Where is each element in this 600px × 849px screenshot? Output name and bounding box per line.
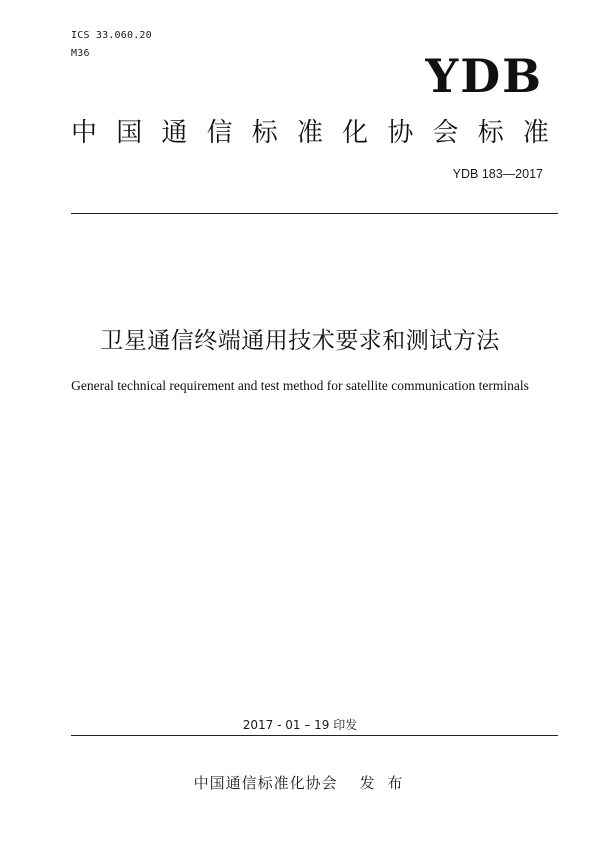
footer-divider: [71, 735, 558, 736]
publisher-line: [0, 773, 600, 793]
document-title-zh: 卫星通信终端通用技术要求和测试方法: [100, 328, 500, 354]
publisher-name: 中国通信标准化协会: [193, 774, 338, 792]
ydb-logo: YDB: [425, 49, 543, 103]
publish-label: 发 布: [359, 774, 407, 792]
org-title-char: 标: [251, 118, 278, 148]
org-title-char: 会: [432, 118, 459, 148]
ccs-code: M36: [71, 48, 90, 59]
org-title-char: 化: [342, 118, 369, 148]
org-title-char: 中: [71, 118, 98, 148]
org-title-char: 通: [161, 118, 188, 148]
header-divider: [71, 213, 558, 214]
org-title-char: 信: [206, 118, 233, 148]
issue-date: 2017 - 01 – 19 印发: [242, 718, 358, 732]
standard-number: YDB 183—2017: [452, 167, 543, 181]
org-standard-title: [71, 117, 549, 149]
org-title-char: 标: [477, 118, 504, 148]
org-title-char: 准: [296, 118, 323, 148]
ics-code: ICS 33.060.20: [71, 30, 152, 41]
org-title-char: 协: [387, 118, 414, 148]
org-title-char: 国: [116, 118, 143, 148]
org-title-char: 准: [522, 118, 549, 148]
document-title-en: General technical requirement and test method for satellite communication terminals: [71, 378, 529, 393]
